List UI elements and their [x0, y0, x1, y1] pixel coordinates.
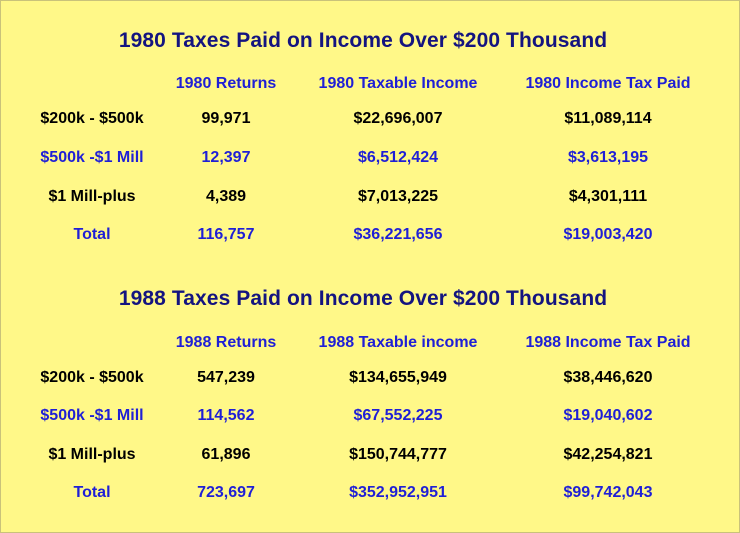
table-cell: $67,552,225	[353, 407, 443, 424]
table-cell: $42,254,821	[563, 446, 653, 463]
table-cell: 4,389	[205, 188, 247, 205]
table-cell: $38,446,620	[563, 369, 653, 386]
table-cell: $22,696,007	[353, 110, 443, 127]
table-cell: 723,697	[197, 484, 255, 501]
table-cell: 61,896	[201, 446, 251, 463]
column-header-taxable-income: 1980 Taxable Income	[318, 75, 478, 92]
table-cell: $19,040,602	[563, 407, 653, 424]
column-header-returns: 1980 Returns	[175, 75, 277, 92]
row-label: $1 Mill-plus	[48, 188, 136, 205]
table-cell: $11,089,114	[564, 110, 652, 127]
table-cell: $6,512,424	[357, 149, 439, 166]
column-header-taxable-income: 1988 Taxable income	[318, 334, 478, 351]
table-cell: $150,744,777	[349, 446, 447, 463]
row-label: $200k - $500k	[40, 110, 144, 127]
table-title: 1988 Taxes Paid on Income Over $200 Thousand	[118, 287, 608, 310]
column-header-income-tax-paid: 1988 Income Tax Paid	[525, 334, 691, 351]
row-label: Total	[73, 226, 111, 243]
column-header-returns: 1988 Returns	[175, 334, 277, 351]
column-header-income-tax-paid: 1980 Income Tax Paid	[525, 75, 691, 92]
table-cell: 116,757	[197, 226, 255, 243]
row-label: $500k -$1 Mill	[40, 149, 144, 166]
table-cell: $134,655,949	[349, 369, 447, 386]
table-cell: $3,613,195	[567, 149, 649, 166]
table-cell: $7,013,225	[357, 188, 439, 205]
table-cell: $36,221,656	[353, 226, 443, 243]
row-label: Total	[73, 484, 111, 501]
table-cell: 114,562	[197, 407, 255, 424]
table-cell: 99,971	[201, 110, 251, 127]
table-cell: 12,397	[201, 149, 251, 166]
table-cell: 547,239	[197, 369, 255, 386]
table-cell: $99,742,043	[563, 484, 653, 501]
row-label: $500k -$1 Mill	[40, 407, 144, 424]
table-cell: $352,952,951	[349, 484, 447, 501]
row-label: $1 Mill-plus	[48, 446, 136, 463]
table-cell: $4,301,111	[568, 188, 648, 205]
row-label: $200k - $500k	[40, 369, 144, 386]
table-title: 1980 Taxes Paid on Income Over $200 Thousand	[118, 29, 608, 52]
table-cell: $19,003,420	[563, 226, 653, 243]
